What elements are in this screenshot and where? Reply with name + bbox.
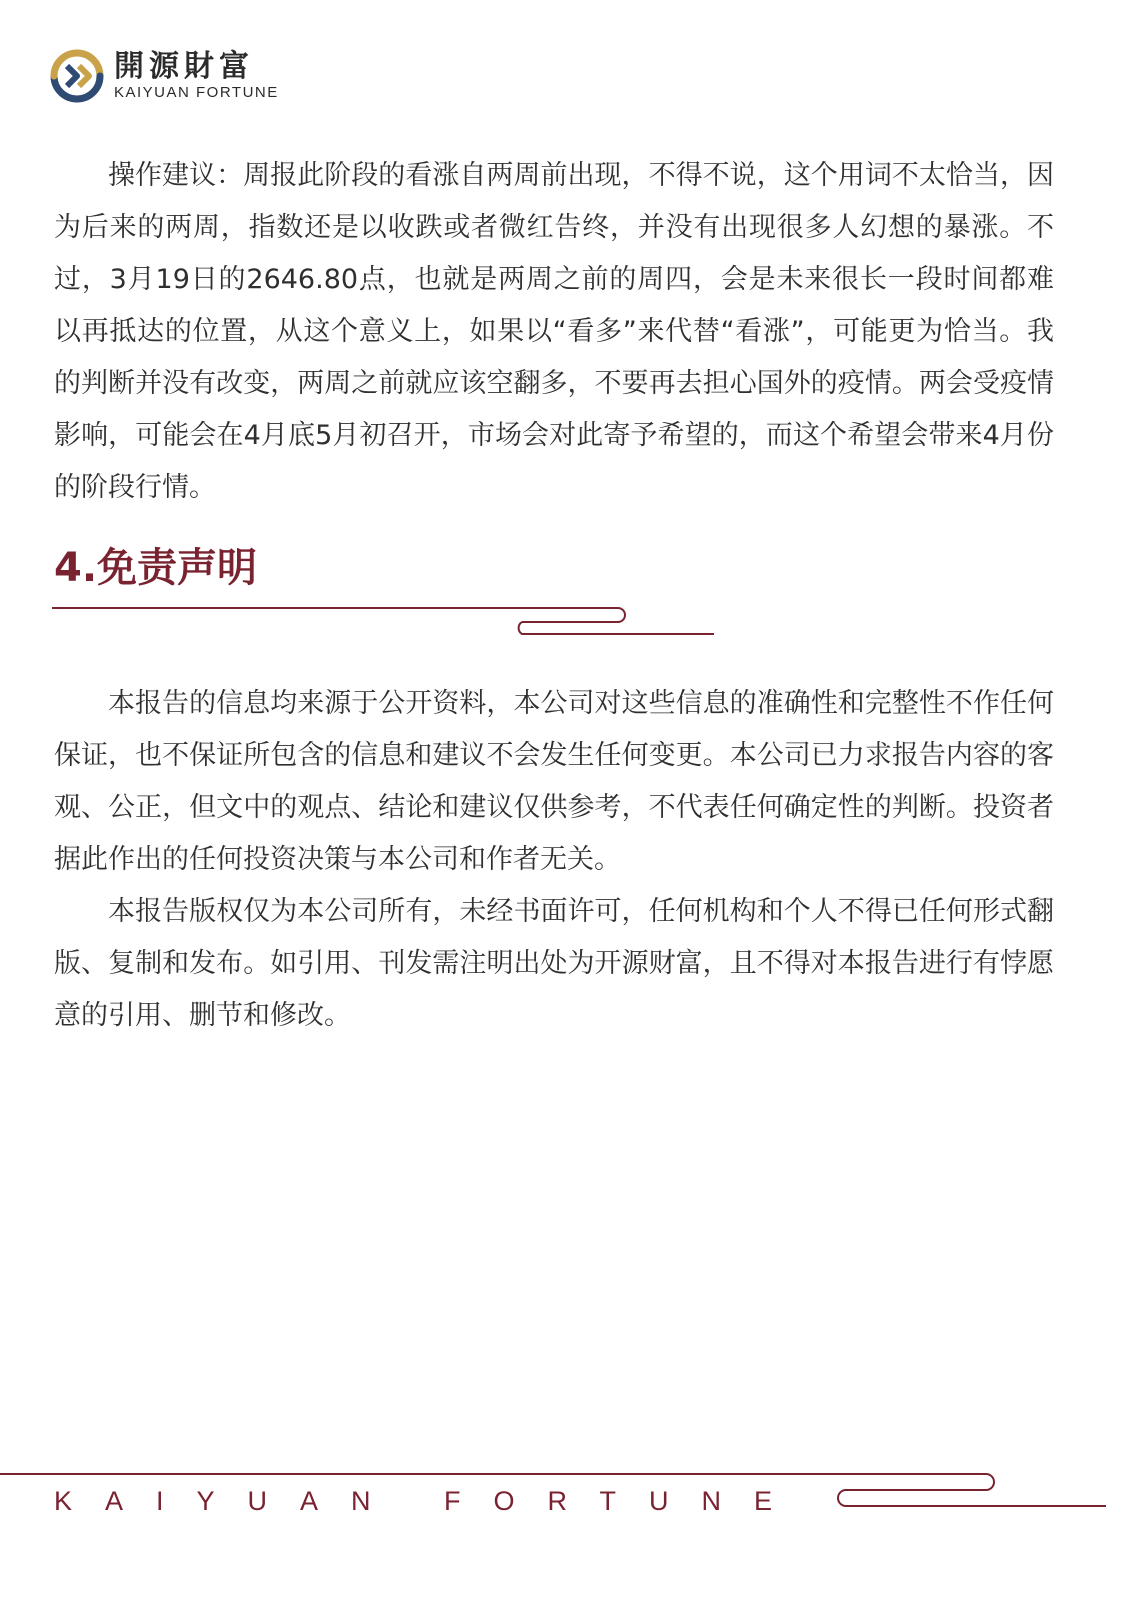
- brand-block: [114, 50, 279, 102]
- disclaimer-section: [54, 678, 1054, 1042]
- kaiyuan-logo-icon: [50, 49, 104, 103]
- disclaimer-paragraph-1: 本报告的信息均来源于公开资料，本公司对这些信息的准确性和完整性不作任何保证，也不保证所包含的信息和建议不会发生任何变更。本公司已力求报告内容的客观、公正，但文中的观点、结论和建议仅供参考，不代表任何确定性的判断。投资者据此作出的任何投资决策与本公司和作者无关。: [54, 688, 1054, 875]
- operation-advice-section: [54, 150, 1054, 514]
- section-title-disclaimer: 4.免责声明: [54, 545, 258, 591]
- brand-name-english: KAIYUAN FORTUNE: [114, 84, 279, 101]
- footer-brand-text: KAIYUAN FORTUNE: [54, 1486, 806, 1516]
- page-header: [50, 46, 279, 106]
- disclaimer-paragraph-2: 本报告版权仅为本公司所有，未经书面许可，任何机构和个人不得已任何形式翻版、复制和发布。如引用、刊发需注明出处为开源财富，且不得对本报告进行有悖愿意的引用、删节和修改。: [54, 896, 1054, 1031]
- section-title-divider: [52, 602, 722, 638]
- brand-name-chinese: 開源財富: [114, 49, 254, 84]
- operation-advice-paragraph: 操作建议：周报此阶段的看涨自两周前出现，不得不说，这个用词不太恰当，因为后来的两周，指数还是以收跌或者微红告终，并没有出现很多人幻想的暴涨。不过，3月19日的2646.80点，也就是两周之前的周四，会是未来很长一段时间都难以再抵达的位置，从这个意义上，如果以“看多”来代替“看涨”，可能更为恰当。我的判断并没有改变，两周之前就应该空翻多，不要再去担心国外的疫情。两会受疫情影响，可能会在4月底5月初召开，市场会对此寄予希望的，而这个希望会带来4月份的阶段行情。: [54, 160, 1054, 503]
